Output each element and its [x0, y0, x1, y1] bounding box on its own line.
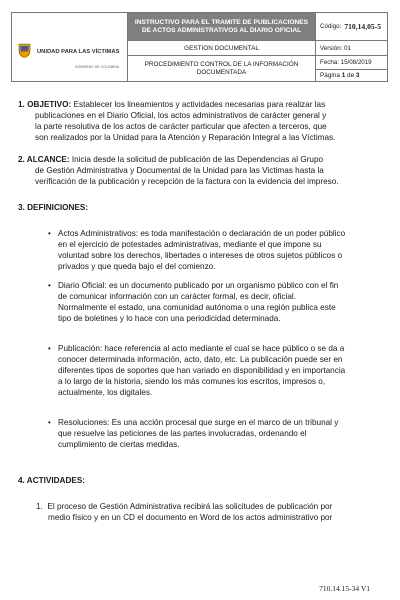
header-right-column [316, 13, 387, 81]
page-number: 1 [341, 72, 346, 79]
bullet-icon: • [48, 229, 51, 238]
definition-text-line: diferentes tipos de soportes que han variado en disponibilidad y en importancia [58, 365, 346, 375]
activity-number: 1. [36, 502, 43, 511]
version-field: Versión: 01 [316, 41, 387, 56]
objetivo-text-line: son realizados por la Unidad para la Atención y Reparación Integral a las Víctimas. [35, 132, 336, 142]
logo-cell [12, 13, 128, 81]
bullet-icon: • [48, 344, 51, 353]
procedure-name: PROCEDIMIENTO CONTROL DE LA INFORMACIÓN DOCUMENTADA [144, 60, 299, 76]
activity-text-line: medio físico y en un CD el documento en Word de los actos administrativo por [48, 512, 333, 522]
definition-item [58, 229, 386, 273]
definition-text-line: cumplimiento de ciertas medidas. [58, 439, 180, 449]
alcance-heading: 2. ALCANCE: [18, 155, 70, 164]
definition-text-line: actualmente, los digitales. [58, 387, 153, 397]
definition-text-line: que resuelve las peticiones de las partes involucradas, ordenando el [58, 428, 307, 438]
header-middle-column [128, 13, 316, 81]
page-total: 3 [355, 72, 360, 79]
bullet-icon: • [48, 281, 51, 290]
objetivo-heading: 1. OBJETIVO: [18, 100, 72, 109]
document-title: INSTRUCTIVO PARA EL TRAMITE DE PUBLICACIONES DE ACTOS ADMINISTRATIVOS AL DIARIO OFICIAL [128, 13, 315, 41]
logo-subtext: GOBIERNO DE COLOMBIA [75, 65, 120, 69]
definition-item [58, 344, 386, 399]
page-prefix: Página [320, 72, 340, 79]
bullet-icon: • [48, 418, 51, 427]
document-header-table [11, 12, 388, 82]
definition-text-line: privados y que queda bajo el del comienzo. [58, 261, 216, 271]
definition-text-line: a lo largo de la historia, siendo los más comunes los escritos, impresos o, [58, 376, 326, 386]
definition-text-line: Publicación: hace referencia al acto mediante el cual se hace público o se da a [58, 344, 345, 353]
activity-item [36, 502, 386, 524]
alcance-text-line: de Gestión Administrativa y Documental de la Unidad para las Victimas hasta la [35, 165, 324, 175]
objetivo-text-line: publicaciones en el Diario Oficial, los actos administrativos de carácter general y [35, 110, 327, 120]
alcance-text-line: verificación de la publicación y recepción de la factura con la evidencia del impreso. [35, 176, 339, 186]
code-label: Código: [320, 23, 342, 30]
definition-text-line: Resoluciones: Es una acción procesal que surge en el marco de un tribunal y [58, 418, 339, 427]
page-counter [316, 70, 387, 81]
definition-text-line: Actos Administrativos: es toda manifestación o declaración de un poder público [58, 229, 346, 238]
definiciones-heading: 3. DEFINICIONES: [18, 203, 89, 212]
page-of: de [347, 72, 355, 79]
actividades-heading: 4. ACTIVIDADES: [18, 476, 86, 485]
definition-text-line: voluntad sobre los derechos, libertades o intereses de otros sujetos públicos o [58, 250, 342, 260]
definition-text-line: de comunicar información con un carácter formal, es decir, oficial. [58, 291, 296, 301]
footer-code: 710.14.15-34 V1 [319, 584, 370, 593]
definition-text-line: conocer determinada información, acto, dato, etc. La publicación puede ser en [58, 354, 343, 364]
coat-of-arms-icon [18, 43, 31, 58]
code-value: 710,14,05-5 [344, 22, 382, 31]
alcance-text-line: Inicia desde la solicitud de publicación de las Dependencias al Grupo [69, 155, 324, 164]
definition-text-line: Diario Oficial: es un documento publicado por un organismo público con el fin [58, 281, 339, 290]
section-objetivo [18, 100, 385, 144]
date-field: Fecha: 15/08/2019 [316, 56, 387, 70]
definition-text-line: tipo de boletines y lo hace con una periodicidad determinada. [58, 313, 281, 323]
process-area: GESTION DOCUMENTAL [128, 41, 315, 56]
definition-item [58, 418, 386, 451]
definition-text-line: Normalmente el estado, una comunidad autónoma o una región publica este [58, 302, 336, 312]
definition-item [58, 281, 386, 325]
activity-text-line: El proceso de Gestión Administrativa recibirá las solicitudes de publicación por [47, 502, 333, 511]
logo-text: UNIDAD PARA LAS VÍCTIMAS [37, 49, 120, 55]
objetivo-text-line: la parte resolutiva de los actos de carácter particular que afecten a terceros, que [35, 121, 327, 131]
definition-text-line: en el ejercicio de potestades administrativas, mediante el que impone su [58, 239, 322, 249]
document-code [316, 13, 387, 41]
section-alcance [18, 155, 385, 188]
objetivo-text-line: Establecer los lineamientos y actividades necesarias para realizar las [71, 100, 326, 109]
